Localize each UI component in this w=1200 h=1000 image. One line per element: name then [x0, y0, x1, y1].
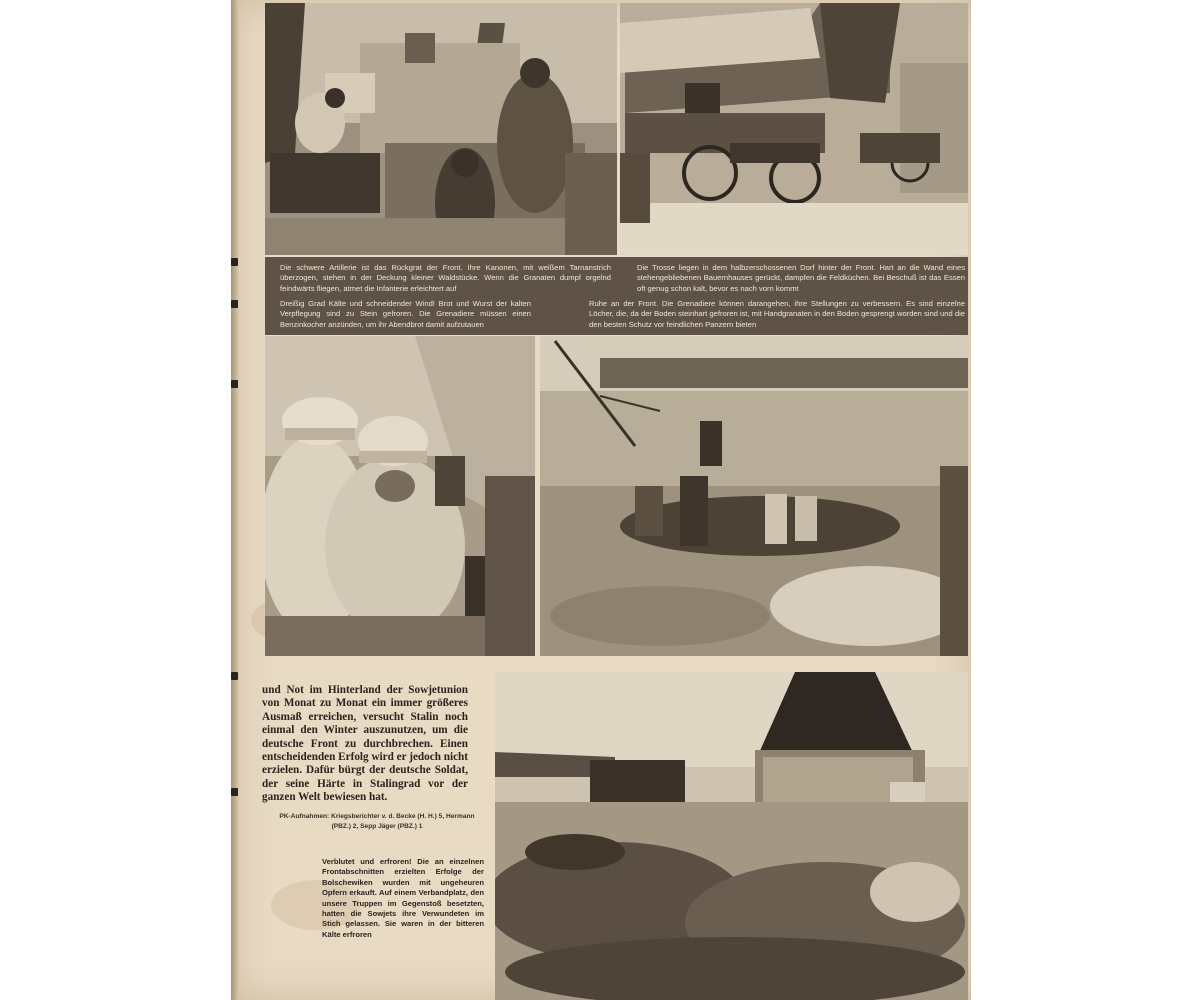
page-binding	[231, 0, 239, 1000]
caption-artillery: Die schwere Artillerie ist das Rückgrat der Front. Ihre Kanonen, mit weißem Tarnanstrich überzogen, stehen in der Deckung kleiner Waldstücke. Wenn die Granaten dumpf orgelnd feindwärts fliegen, atmet die Infanterie erleichtert auf	[280, 263, 611, 293]
photo-soldiers-eating	[265, 336, 535, 656]
photo-field-foxholes	[540, 336, 968, 656]
photo-credit-text: Kriegsberichter v. d. Becke (H. H.) 5, Hermann (PBZ.) 2, Sepp Jäger (PBZ.) 1	[331, 813, 475, 830]
photo-credit-lead: PK-Aufnahmen:	[279, 813, 330, 820]
caption-rest: Ruhe an der Front. Die Grenadiere können darangehen, ihre Stellungen zu verbessern. Es sind einzelne Löcher, die, da der Boden steinhart gefroren ist, mit Handgranaten in den Boden gesprengt worden sind und die den besten Schutz vor feindlichen Panzern bieten	[589, 299, 965, 329]
article-body-text: und Not im Hinterland der Sowjetunion von Monat zu Monat ein immer größeres Ausmaß erreichen, versucht Stalin noch einmal den Winter auszunutzen, um die deutsche Front zu durchbrechen. Einen entscheidenden Erfolg wird er jedoch nicht erzielen. Dafür bürgt der deutsche Soldat, der seine Härte in Stalingrad vor der ganzen Welt bewiesen hat.	[262, 684, 468, 804]
caption-village: Die Trosse liegen in dem halbzerschossenen Dorf hinter der Front. Hart an die Wand eines stehengebliebenen Bauernhauses gerückt, dampfen die Feldküchen. Bei Beschuß ist das Essen oft genug schon kalt, bevor es nach vorn kommt	[637, 263, 965, 293]
photo-village	[620, 3, 968, 255]
caption-cold: Dreißig Grad Kälte und schneidender Wind! Brot und Wurst der kalten Verpflegung sind zu Stein gefroren. Die Grenadiere müssen einen Benzinkocher anzünden, um ihr Abendbrot damit aufzutauen	[280, 299, 531, 329]
caption-battlefield: Verblutet und erfroren! Die an einzelnen Frontabschnitten erzielten Erfolge der Bolschewiken wurden mit ungeheuren Opfern erkauft. Auf einem Verbandplatz, den unsere Truppen im Gegenstoß besetzten, hatten die Sowjets ihre Verwundeten im Stich gelassen. Sie waren in der bitteren Kälte erfroren	[322, 857, 484, 939]
photo-artillery	[265, 3, 617, 255]
photo-credit	[272, 812, 482, 832]
photo-battlefield	[495, 672, 968, 1000]
